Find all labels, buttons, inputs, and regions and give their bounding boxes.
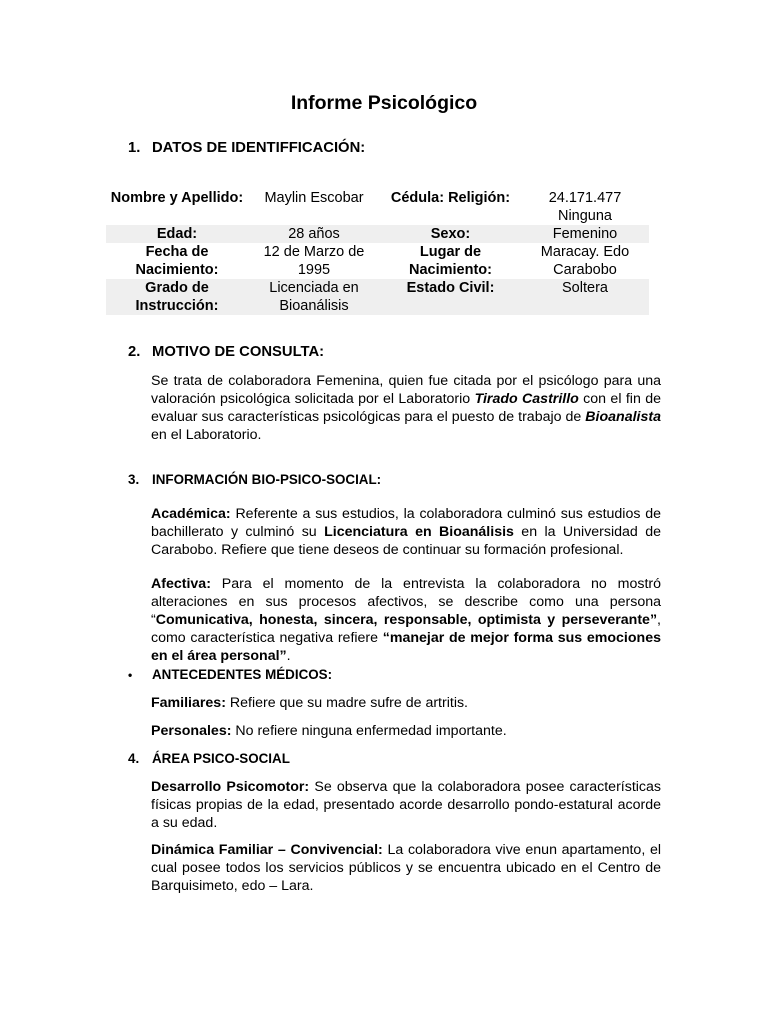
personales-text: No refiere ninguna enfermedad importante. — [231, 723, 507, 739]
academica-text-2: en la Universidad de Carabobo. Refiere que tiene deseos de continuar su formación profesional. — [151, 524, 661, 558]
laboratory-name: Tirado Castrillo — [474, 391, 579, 407]
value-grado-instruccion: Licenciada en Bioanálisis — [248, 279, 380, 315]
value-cedula-religion: 24.171.477 Ninguna — [548, 190, 622, 224]
label-grado-instruccion: Grado de Instrucción: — [106, 279, 248, 315]
section-4-label: ÁREA PSICO-SOCIAL — [152, 751, 290, 766]
label-estado-civil: Estado Civil: — [380, 279, 521, 315]
familiares-line — [151, 694, 468, 712]
value-edad: 28 años — [248, 225, 380, 243]
label-fecha-nacimiento: Fecha de Nacimiento: — [135, 244, 219, 278]
section-2-label: MOTIVO DE CONSULTA: — [152, 344, 325, 360]
dinamica-text: La colaboradora vive enun apartamento, el cual posee todos los servicios públicos y se encuentra ubicado en el Centro de Barquisimeto, edo – Lara. — [151, 842, 662, 894]
afectiva-traits: Comunicativa, honesta, sincera, responsable, optimista y perseverante” — [155, 612, 658, 628]
table-row — [106, 186, 649, 225]
motivo-text-2: con el fin de evaluar sus características psicológicas para el puesto de trabajo de — [151, 391, 661, 425]
afectiva-paragraph — [151, 575, 661, 665]
afectiva-text-1: Para el momento de la entrevista la colaboradora no mostró alteraciones en sus procesos afectivos, se describe como una persona “ — [151, 576, 661, 628]
value-fecha-nacimiento: 12 de Marzo de 1995 — [263, 244, 365, 278]
label-cedula-religion: Cédula: Religión: — [390, 190, 511, 206]
label-edad: Edad: — [106, 225, 248, 243]
academica-paragraph — [151, 505, 661, 559]
label-lugar-nacimiento: Lugar de Nacimiento: — [409, 244, 492, 278]
afectiva-text-2: , como característica negativa refiere — [151, 612, 661, 646]
dinamica-label: Dinámica Familiar – Convivencial: — [151, 842, 383, 858]
psicomotor-label: Desarrollo Psicomotor: — [151, 779, 310, 795]
section-3-number: 3. — [128, 472, 140, 487]
section-2-number: 2. — [128, 344, 141, 360]
personales-line — [151, 722, 507, 740]
job-title: Bioanalista — [585, 409, 661, 425]
table-row — [106, 279, 649, 315]
section-1-number: 1. — [128, 140, 141, 156]
table-row — [106, 225, 649, 243]
value-nombre: Maylin Escobar — [264, 190, 364, 206]
familiares-label: Familiares: — [151, 695, 226, 711]
section-1-heading — [128, 140, 365, 156]
label-sexo: Sexo: — [380, 225, 521, 243]
dinamica-paragraph — [151, 841, 661, 895]
section-3-heading — [128, 472, 381, 487]
motivo-paragraph — [151, 372, 661, 444]
afectiva-text-3: . — [286, 648, 291, 664]
afectiva-label: Afectiva: — [151, 576, 211, 592]
psicomotor-paragraph — [151, 778, 661, 832]
section-4-number: 4. — [128, 751, 140, 766]
value-lugar-nacimiento: Maracay. Edo Carabobo — [540, 244, 630, 278]
motivo-text-1: Se trata de colaboradora Femenina, quien fue citada por el psicólogo para una valoración psicológica solicitada por el Laboratorio — [151, 373, 661, 407]
bullet-icon: • — [128, 668, 133, 682]
section-2-heading — [128, 344, 324, 360]
label-nombre: Nombre y Apellido: — [110, 190, 244, 206]
identification-table — [106, 186, 649, 315]
motivo-text-3: en el Laboratorio. — [151, 427, 262, 443]
afectiva-negative: “manejar de mejor forma sus emociones en el área personal” — [151, 630, 661, 664]
section-4-heading — [128, 751, 290, 766]
antecedentes-heading — [128, 667, 332, 682]
document-title: Informe Psicológico — [290, 92, 478, 114]
section-1-label: DATOS DE IDENTIFFICACIÓN: — [152, 140, 366, 156]
antecedentes-label: ANTECEDENTES MÉDICOS: — [152, 667, 333, 682]
academica-degree: Licenciatura en Bioanálisis — [324, 524, 514, 540]
value-estado-civil: Soltera — [521, 279, 649, 315]
familiares-text: Refiere que su madre sufre de artritis. — [225, 695, 469, 711]
section-3-label: INFORMACIÓN BIO-PSICO-SOCIAL: — [152, 472, 382, 487]
academica-label: Académica: — [151, 506, 231, 522]
personales-label: Personales: — [151, 723, 232, 739]
value-sexo: Femenino — [521, 225, 649, 243]
academica-text-1: Referente a sus estudios, la colaboradora culminó sus estudios de bachillerato y culminó su — [151, 506, 661, 540]
table-row — [106, 243, 649, 279]
psicomotor-text: Se observa que la colaboradora posee características físicas propias de la edad, presentado acorde desarrollo pondo-estatural acorde a su edad. — [151, 779, 661, 831]
